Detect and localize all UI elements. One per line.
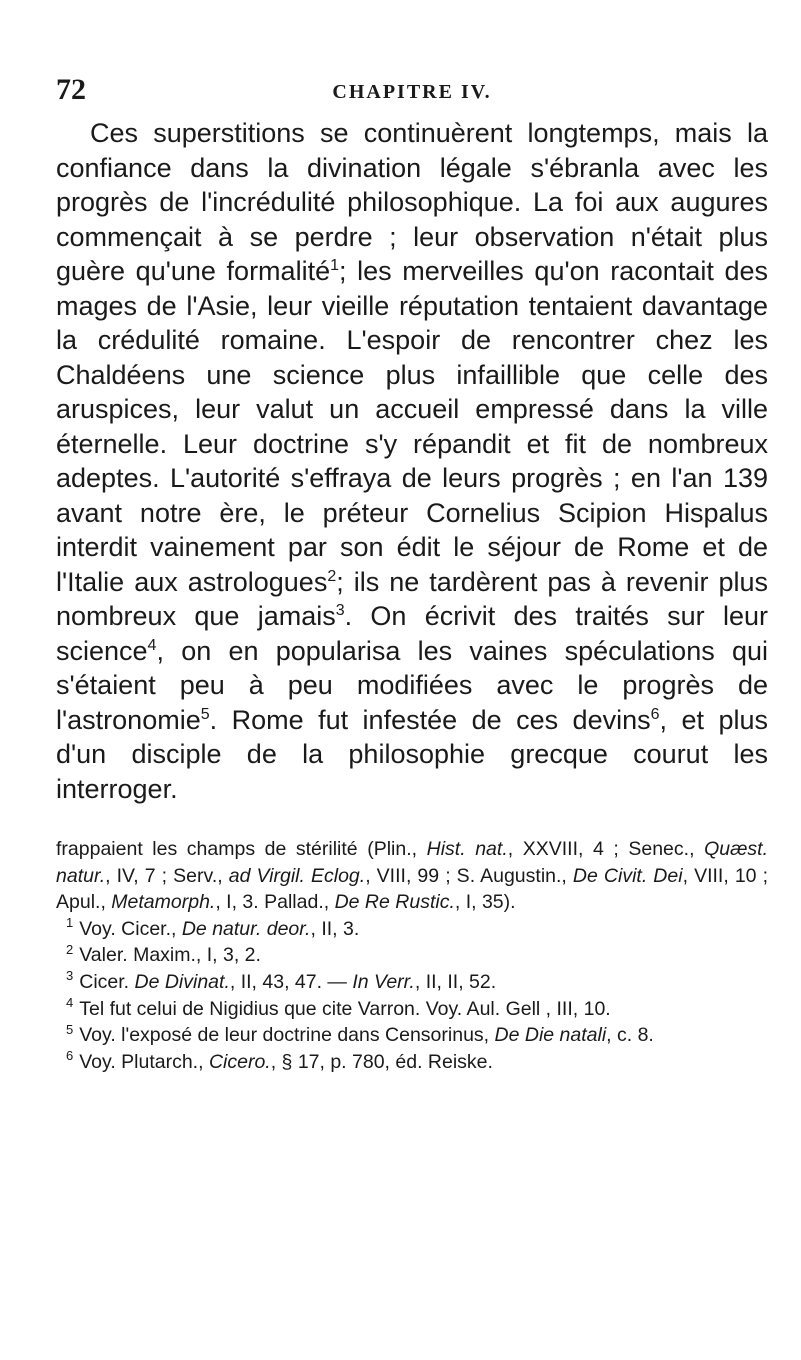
footnote-ref: 5: [200, 705, 210, 723]
footnote-4: [56, 996, 768, 1023]
footnote-title: ad Virgil. Eclog.: [228, 864, 366, 887]
footnote-text: , XXVIII, 4 ; Senec.,: [507, 838, 705, 860]
footnote-number: 4: [66, 995, 74, 1011]
main-paragraph: [56, 116, 768, 806]
footnote-number: 2: [66, 941, 74, 957]
footnote-ref: 2: [327, 567, 337, 585]
footnote-text: Cicer.: [79, 970, 135, 993]
body-text-segment: Ces superstitions se continuèrent longtemps, mais la confiance dans la divination légale s'ébranla avec les progrès de l'incrédulité philosophique. La foi aux augures commençait à se perdre ; leur observation n'était plus guère qu'une formalité: [56, 118, 768, 286]
footnote-text: , VIII, 99 ; S. Augustin.,: [365, 864, 573, 887]
footnote-text: Voy. l'exposé de leur doctrine dans Censorinus,: [79, 1024, 495, 1047]
footnote-ref: 6: [650, 705, 660, 723]
footnote-title: De Divinat.: [134, 970, 230, 993]
footnote-title: In Verr.: [352, 970, 415, 993]
body-text-segment: ; ils ne tardèrent pas à revenir plus nombreux que jamais: [56, 566, 768, 631]
footnote-text: , II, 3.: [310, 917, 360, 940]
footnote-text: , § 17, p. 780, éd. Reiske.: [270, 1050, 493, 1073]
footnote-continuation: [56, 836, 768, 916]
footnote-text: Valer. Maxim., I, 3, 2.: [79, 944, 261, 967]
footnote-title: De Die natali: [494, 1024, 607, 1047]
book-page: [56, 72, 768, 1075]
footnote-text: , I, 3. Pallad.,: [215, 891, 335, 914]
footnote-title: Quæst. natur.: [56, 838, 768, 887]
footnote-3: [56, 969, 768, 996]
body-text-segment: . On écrivit des traités sur leur science: [56, 601, 768, 666]
footnote-title: Metamorph.: [111, 891, 216, 914]
footnote-text: Tel fut celui de Nigidius que cite Varron. Voy. Aul. Gell , III, 10.: [79, 997, 611, 1020]
footnote-text: Voy. Cicer.,: [79, 917, 182, 940]
footnote-5: [56, 1022, 768, 1049]
footnote-text: , IV, 7 ; Serv.,: [105, 864, 229, 887]
footnote-number: 1: [66, 915, 74, 931]
footnote-ref: 4: [147, 636, 157, 654]
footnote-number: 6: [66, 1048, 74, 1064]
footnote-ref: 3: [335, 602, 345, 619]
body-text-segment: , et plus d'un disciple de la philosophie grecque courut les interroger.: [56, 704, 768, 804]
footnote-text: frappaient les champs de stérilité (Plin.,: [56, 838, 427, 860]
footnote-title: De natur. deor.: [181, 917, 311, 940]
footnote-text: , II, II, 52.: [414, 970, 497, 993]
footnote-number: 5: [66, 1021, 74, 1037]
footnote-ref: 1: [330, 257, 339, 274]
running-head: [56, 72, 768, 116]
body-text-segment: , on en popularisa les vaines spéculations qui s'étaient peu à peu modifiées avec le progrès de l'astronomie: [56, 635, 768, 735]
footnote-text: , II, 43, 47. —: [229, 970, 353, 993]
footnote-number: 3: [66, 968, 74, 984]
footnote-text: Voy. Plutarch.,: [79, 1050, 209, 1073]
body-text-segment: ; les merveilles qu'on racontait des mages de l'Asie, leur vieille réputation tentaient davantage la crédulité romaine. L'espoir de rencontrer chez les Chaldéens une science plus infaillible que celle des aruspices, leur valut un accueil empressé dans la ville éternelle. Leur doctrine s'y répandit et fit de nombreux adeptes. L'autorité s'effraya de leurs progrès ; en l'an 139 avant notre ère, le préteur Cornelius Scipion Hispalus interdit vainement par son édit le séjour de Rome et de l'Italie aux astrologues: [56, 256, 769, 597]
footnote-6: [56, 1049, 768, 1076]
chapter-title: CHAPITRE IV.: [332, 81, 492, 103]
footnote-2: [56, 942, 768, 969]
footnote-text: , VIII, 10 ; Apul.,: [56, 864, 769, 914]
footnote-1: [56, 916, 768, 943]
footnotes: [56, 836, 768, 1075]
footnote-text: , c. 8.: [606, 1024, 654, 1047]
footnote-title: Hist. nat.: [426, 838, 508, 860]
page-number: 72: [56, 73, 86, 106]
footnote-title: Cicero.: [208, 1050, 271, 1073]
footnote-title: De Civit. Dei: [572, 864, 683, 887]
body-text-segment: . Rome fut infestée de ces devins: [209, 704, 651, 735]
footnote-title: De Re Rustic.: [334, 891, 455, 914]
footnote-text: , I, 35).: [454, 891, 516, 914]
